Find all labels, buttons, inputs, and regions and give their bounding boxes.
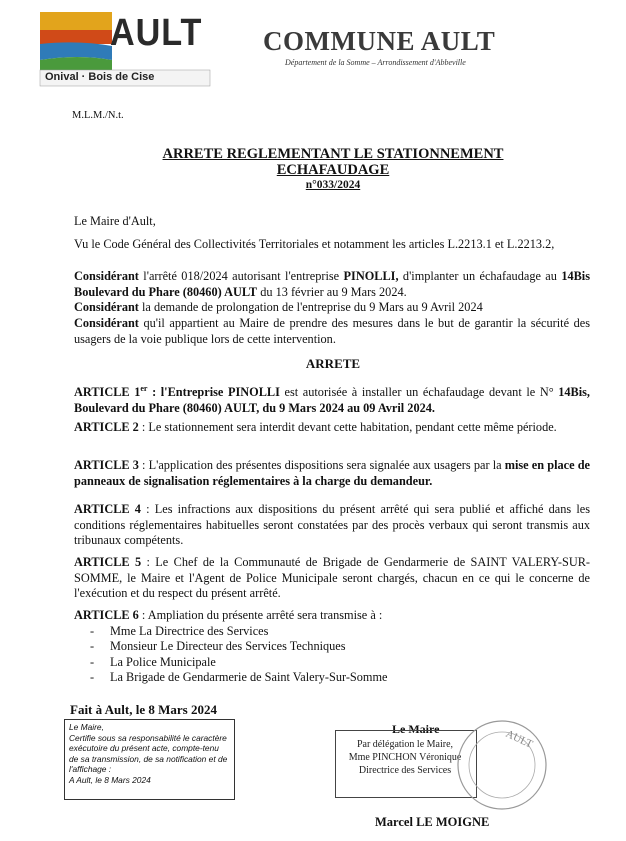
town-seal-icon [455,718,550,813]
article-4: ARTICLE 4 : Les infractions aux dispositions du présent arrêté qui sera publié et affiché dans les conditions réglementaires habituelles seront constatées par des procès verbaux qui seront transmis aux tribunaux compétents. [74,502,590,547]
reference-code: M.L.M./N.t. [72,110,124,121]
list-item: - La Brigade de Gendarmerie de Saint Valery-Sur-Somme [74,670,590,686]
mayor-heading: Le Maire [392,722,440,736]
preamble-considerant-1: Considérant l'arrêté 018/2024 autorisant l'entreprise PINOLLI, d'implanter un échafaudage au 14Bis Boulevard du Phare (80460) AULT du 13 février au 9 Mars 2024. [74,269,591,299]
list-item: - Monsieur Le Directeur des Services Techniques [74,639,590,655]
list-item: - La Police Municipale [74,655,590,671]
preamble-mayor: Le Maire d'Ault, [74,214,156,228]
article-5: ARTICLE 5 : Le Chef de la Communauté de Brigade de Gendarmerie de SAINT VALERY-SUR-SOMME, le Maire et l'Agent de Police Municipale seront chargés, chacun en ce qui le concerne de l'exécution et du respect du présent arrêté. [74,555,590,600]
decree-number: n°033/2024 [305,179,361,191]
article-2: ARTICLE 2 : Le stationnement sera interdit devant cette habitation, pendant cette même période. [74,420,557,434]
preamble-considerant-3: Considérant qu'il appartient au Maire de prendre des mesures dans le but de garantir la sécurité des usagers de la voie publique lors de cette intervention. [74,316,590,346]
place-and-date: Fait à Ault, le 8 Mars 2024 [70,702,217,717]
decision-heading: ARRETE [305,356,361,371]
svg-text:AULT: AULT [503,727,535,751]
article-3: ARTICLE 3 : L'application des présentes dispositions sera signalée aux usagers par la mise en place de panneaux de signalisation réglementaires à la charge du demandeur. [74,458,590,488]
title-line-2: ECHAFAUDAGE [276,162,390,178]
preamble-code: Vu le Code Général des Collectivités Territoriales et notamment les articles L.2213.1 et L.2213.2, [74,237,555,251]
preamble-considerant-2: Considérant la demande de prolongation de l'entreprise du 9 Mars au 9 Avril 2024 [74,300,483,314]
department-line: Département de la Somme – Arrondissement d'Abbeville [285,58,466,67]
title-line-1: ARRETE REGLEMENTANT LE STATIONNEMENT [162,146,504,162]
logo-subtitle: Onival · Bois de Cise [45,71,155,83]
certification-box: Le Maire, Certifie sous sa responsabilité le caractère exécutoire du présent acte, compte-tenu de sa transmission, de sa notification et de l'affichage : A Ault, le 8 Mars 2024 [64,719,235,800]
signatory-name: Marcel LE MOIGNE [375,815,490,829]
commune-heading: COMMUNE AULT [263,26,496,56]
article-6: ARTICLE 6 : Ampliation du présente arrêté sera transmise à : - Mme La Directrice des Services - Monsieur Le Directeur des Services Techniques - La Police Municipale - La Brigade de Gendarmerie de Saint Valery-Sur-Somme [74,608,590,686]
recipient-list [74,624,590,686]
list-item: - Mme La Directrice des Services [74,624,590,640]
delegation-stamp-text: Par délégation le Maire, Mme PINCHON Véronique Directrice des Services [348,739,462,776]
logo-wordmark: AULT [110,12,203,54]
article-1: ARTICLE 1er : l'Entreprise PINOLLI est autorisée à installer un échafaudage devant le N° 14Bis, Boulevard du Phare (80460) AULT, du 9 Mars 2024 au 09 Avril 2024. [74,384,590,415]
